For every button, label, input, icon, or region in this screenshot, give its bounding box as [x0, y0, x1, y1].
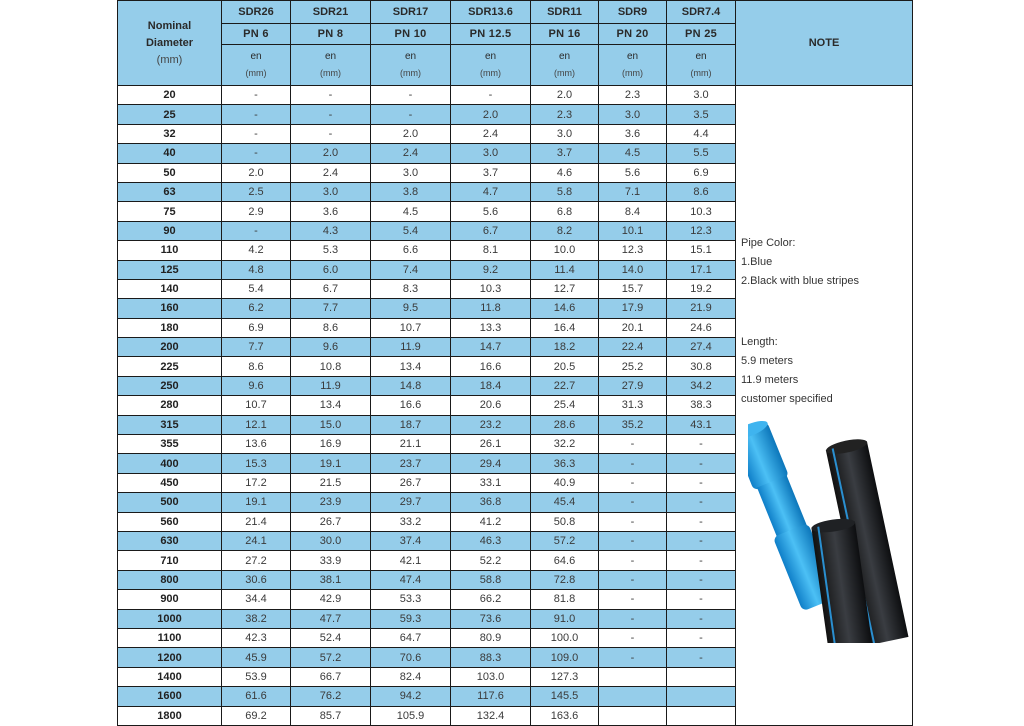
- wall-thickness-cell: [667, 667, 736, 686]
- wall-thickness-cell: 2.0: [222, 163, 291, 182]
- wall-thickness-cell: 76.2: [291, 687, 371, 706]
- wall-thickness-cell: -: [222, 221, 291, 240]
- wall-thickness-cell: 2.0: [531, 86, 599, 105]
- wall-thickness-cell: 4.7: [451, 182, 531, 201]
- wall-thickness-cell: -: [451, 86, 531, 105]
- wall-thickness-cell: 3.0: [291, 182, 371, 201]
- nominal-diameter-cell: 32: [118, 124, 222, 143]
- wall-thickness-cell: -: [599, 570, 667, 589]
- nominal-diameter-cell: 1400: [118, 667, 222, 686]
- wall-thickness-cell: 132.4: [451, 706, 531, 725]
- wall-thickness-cell: 30.0: [291, 531, 371, 550]
- wall-thickness-cell: -: [599, 551, 667, 570]
- wall-thickness-cell: 21.4: [222, 512, 291, 531]
- wall-thickness-cell: 4.2: [222, 241, 291, 260]
- wall-thickness-cell: 21.5: [291, 473, 371, 492]
- wall-thickness-cell: 5.6: [599, 163, 667, 182]
- wall-thickness-cell: 14.8: [371, 376, 451, 395]
- nominal-diameter-cell: 500: [118, 493, 222, 512]
- wall-thickness-cell: 18.7: [371, 415, 451, 434]
- wall-thickness-cell: 16.4: [531, 318, 599, 337]
- wall-thickness-cell: 45.4: [531, 493, 599, 512]
- wall-thickness-cell: 28.6: [531, 415, 599, 434]
- nominal-diameter-cell: 710: [118, 551, 222, 570]
- wall-thickness-cell: 9.2: [451, 260, 531, 279]
- wall-thickness-cell: 10.3: [667, 202, 736, 221]
- wall-thickness-cell: [599, 667, 667, 686]
- wall-thickness-cell: -: [667, 628, 736, 647]
- wall-thickness-cell: 7.1: [599, 182, 667, 201]
- wall-thickness-cell: 3.7: [451, 163, 531, 182]
- wall-thickness-cell: 7.7: [222, 338, 291, 357]
- pn-header: PN 12.5: [451, 24, 531, 45]
- wall-thickness-cell: 17.9: [599, 299, 667, 318]
- wall-thickness-cell: 43.1: [667, 415, 736, 434]
- wall-thickness-cell: 2.0: [371, 124, 451, 143]
- wall-thickness-cell: -: [667, 648, 736, 667]
- nominal-diameter-cell: 125: [118, 260, 222, 279]
- wall-thickness-cell: [599, 687, 667, 706]
- wall-thickness-cell: 6.7: [291, 279, 371, 298]
- wall-thickness-cell: 14.6: [531, 299, 599, 318]
- wall-thickness-cell: 117.6: [451, 687, 531, 706]
- wall-thickness-cell: 14.0: [599, 260, 667, 279]
- wall-thickness-cell: 16.6: [371, 396, 451, 415]
- wall-thickness-cell: 23.9: [291, 493, 371, 512]
- wall-thickness-cell: 33.2: [371, 512, 451, 531]
- wall-thickness-cell: -: [599, 628, 667, 647]
- wall-thickness-cell: -: [599, 512, 667, 531]
- wall-thickness-cell: 46.3: [451, 531, 531, 550]
- wall-thickness-cell: -: [667, 590, 736, 609]
- wall-thickness-cell: 103.0: [451, 667, 531, 686]
- wall-thickness-cell: -: [599, 590, 667, 609]
- pn-header: PN 25: [667, 24, 736, 45]
- wall-thickness-cell: 27.2: [222, 551, 291, 570]
- wall-thickness-cell: 105.9: [371, 706, 451, 725]
- wall-thickness-cell: 10.0: [531, 241, 599, 260]
- wall-thickness-cell: 4.6: [531, 163, 599, 182]
- wall-thickness-cell: 3.6: [599, 124, 667, 143]
- wall-thickness-cell: -: [599, 473, 667, 492]
- wall-thickness-cell: 10.7: [371, 318, 451, 337]
- wall-thickness-cell: -: [667, 454, 736, 473]
- wall-thickness-cell: 3.5: [667, 105, 736, 124]
- nominal-diameter-cell: 630: [118, 531, 222, 550]
- wall-thickness-cell: 85.7: [291, 706, 371, 725]
- wall-thickness-cell: 5.5: [667, 144, 736, 163]
- nominal-diameter-cell: 50: [118, 163, 222, 182]
- wall-thickness-cell: -: [599, 493, 667, 512]
- wall-thickness-cell: 3.0: [599, 105, 667, 124]
- wall-thickness-cell: 2.3: [599, 86, 667, 105]
- wall-thickness-cell: -: [599, 609, 667, 628]
- wall-thickness-cell: 91.0: [531, 609, 599, 628]
- wall-thickness-cell: 42.1: [371, 551, 451, 570]
- sdr-header: SDR13.6: [451, 1, 531, 24]
- wall-thickness-cell: 4.4: [667, 124, 736, 143]
- wall-thickness-cell: 6.6: [371, 241, 451, 260]
- wall-thickness-cell: 64.7: [371, 628, 451, 647]
- wall-thickness-cell: 10.7: [222, 396, 291, 415]
- wall-thickness-cell: 30.8: [667, 357, 736, 376]
- wall-thickness-cell: 109.0: [531, 648, 599, 667]
- wall-thickness-cell: 5.4: [371, 221, 451, 240]
- table-row: [118, 86, 913, 105]
- wall-thickness-cell: 57.2: [291, 648, 371, 667]
- wall-thickness-cell: 4.5: [599, 144, 667, 163]
- wall-thickness-cell: 2.4: [371, 144, 451, 163]
- wall-thickness-cell: 11.4: [531, 260, 599, 279]
- wall-thickness-cell: 18.2: [531, 338, 599, 357]
- wall-thickness-cell: 6.9: [222, 318, 291, 337]
- wall-thickness-cell: 19.1: [222, 493, 291, 512]
- wall-thickness-cell: 9.6: [291, 338, 371, 357]
- wall-thickness-cell: -: [667, 473, 736, 492]
- wall-thickness-cell: 27.9: [599, 376, 667, 395]
- sdr-header: SDR21: [291, 1, 371, 24]
- nominal-diameter-cell: 40: [118, 144, 222, 163]
- wall-thickness-cell: 11.9: [291, 376, 371, 395]
- wall-thickness-cell: 2.0: [291, 144, 371, 163]
- wall-thickness-cell: 5.6: [451, 202, 531, 221]
- wall-thickness-cell: 64.6: [531, 551, 599, 570]
- en-unit-header: en (mm): [222, 45, 291, 86]
- wall-thickness-cell: 9.6: [222, 376, 291, 395]
- length-note: Length: 5.9 meters 11.9 meters customer specified: [741, 336, 833, 405]
- nominal-diameter-cell: 1000: [118, 609, 222, 628]
- wall-thickness-cell: 18.4: [451, 376, 531, 395]
- wall-thickness-cell: 15.7: [599, 279, 667, 298]
- en-unit-header: en (mm): [531, 45, 599, 86]
- wall-thickness-cell: -: [222, 144, 291, 163]
- wall-thickness-cell: 4.3: [291, 221, 371, 240]
- wall-thickness-cell: 20.1: [599, 318, 667, 337]
- wall-thickness-cell: 35.2: [599, 415, 667, 434]
- wall-thickness-cell: 22.7: [531, 376, 599, 395]
- nominal-diameter-cell: 450: [118, 473, 222, 492]
- wall-thickness-cell: 3.0: [451, 144, 531, 163]
- note-cell: [736, 86, 913, 726]
- wall-thickness-cell: 47.4: [371, 570, 451, 589]
- wall-thickness-cell: 14.7: [451, 338, 531, 357]
- wall-thickness-cell: -: [371, 86, 451, 105]
- wall-thickness-cell: 19.2: [667, 279, 736, 298]
- wall-thickness-cell: 9.5: [371, 299, 451, 318]
- wall-thickness-cell: 5.4: [222, 279, 291, 298]
- nominal-diameter-cell: 75: [118, 202, 222, 221]
- wall-thickness-cell: 29.4: [451, 454, 531, 473]
- wall-thickness-cell: 53.3: [371, 590, 451, 609]
- wall-thickness-cell: 33.1: [451, 473, 531, 492]
- wall-thickness-cell: -: [599, 648, 667, 667]
- wall-thickness-cell: [667, 687, 736, 706]
- wall-thickness-cell: 7.4: [371, 260, 451, 279]
- wall-thickness-cell: 20.6: [451, 396, 531, 415]
- wall-thickness-cell: -: [667, 435, 736, 454]
- nominal-diameter-cell: 225: [118, 357, 222, 376]
- wall-thickness-cell: 3.7: [531, 144, 599, 163]
- pn-header: PN 10: [371, 24, 451, 45]
- wall-thickness-cell: 12.3: [599, 241, 667, 260]
- wall-thickness-cell: 81.8: [531, 590, 599, 609]
- wall-thickness-cell: -: [291, 86, 371, 105]
- nominal-diameter-header: Nominal Diameter (mm): [118, 1, 222, 86]
- wall-thickness-cell: 26.7: [371, 473, 451, 492]
- nominal-diameter-cell: 140: [118, 279, 222, 298]
- wall-thickness-cell: 4.8: [222, 260, 291, 279]
- wall-thickness-cell: 6.8: [531, 202, 599, 221]
- wall-thickness-cell: -: [222, 105, 291, 124]
- en-unit-header: en (mm): [291, 45, 371, 86]
- wall-thickness-cell: 3.0: [531, 124, 599, 143]
- nominal-diameter-cell: 560: [118, 512, 222, 531]
- wall-thickness-cell: -: [222, 86, 291, 105]
- pipe-illustration-icon: [748, 413, 913, 643]
- wall-thickness-cell: -: [371, 105, 451, 124]
- wall-thickness-cell: 24.6: [667, 318, 736, 337]
- wall-thickness-cell: 3.6: [291, 202, 371, 221]
- wall-thickness-cell: 58.8: [451, 570, 531, 589]
- wall-thickness-cell: -: [667, 512, 736, 531]
- nominal-diameter-cell: 900: [118, 590, 222, 609]
- wall-thickness-cell: 72.8: [531, 570, 599, 589]
- sdr-header: SDR26: [222, 1, 291, 24]
- wall-thickness-cell: 40.9: [531, 473, 599, 492]
- wall-thickness-cell: 94.2: [371, 687, 451, 706]
- wall-thickness-cell: 59.3: [371, 609, 451, 628]
- wall-thickness-cell: -: [599, 454, 667, 473]
- wall-thickness-cell: 7.7: [291, 299, 371, 318]
- wall-thickness-cell: 66.7: [291, 667, 371, 686]
- wall-thickness-cell: 8.6: [291, 318, 371, 337]
- wall-thickness-cell: 16.9: [291, 435, 371, 454]
- wall-thickness-cell: 2.4: [451, 124, 531, 143]
- wall-thickness-cell: 8.3: [371, 279, 451, 298]
- nominal-diameter-cell: 110: [118, 241, 222, 260]
- wall-thickness-cell: 29.7: [371, 493, 451, 512]
- en-unit-header: en (mm): [599, 45, 667, 86]
- wall-thickness-cell: -: [667, 609, 736, 628]
- nominal-diameter-cell: 315: [118, 415, 222, 434]
- nominal-diameter-cell: 1200: [118, 648, 222, 667]
- sdr-header: SDR9: [599, 1, 667, 24]
- wall-thickness-cell: 4.5: [371, 202, 451, 221]
- wall-thickness-cell: -: [291, 105, 371, 124]
- wall-thickness-cell: -: [667, 531, 736, 550]
- sdr-header: SDR17: [371, 1, 451, 24]
- wall-thickness-cell: 21.9: [667, 299, 736, 318]
- en-unit-header: en (mm): [451, 45, 531, 86]
- wall-thickness-cell: 6.0: [291, 260, 371, 279]
- wall-thickness-cell: 25.2: [599, 357, 667, 376]
- wall-thickness-cell: 38.2: [222, 609, 291, 628]
- nominal-diameter-cell: 800: [118, 570, 222, 589]
- nominal-diameter-cell: 25: [118, 105, 222, 124]
- wall-thickness-cell: 36.3: [531, 454, 599, 473]
- wall-thickness-cell: 45.9: [222, 648, 291, 667]
- wall-thickness-cell: -: [291, 124, 371, 143]
- wall-thickness-cell: 47.7: [291, 609, 371, 628]
- wall-thickness-cell: 42.3: [222, 628, 291, 647]
- wall-thickness-cell: 2.4: [291, 163, 371, 182]
- wall-thickness-cell: 12.7: [531, 279, 599, 298]
- wall-thickness-cell: 8.6: [667, 182, 736, 201]
- wall-thickness-cell: 11.8: [451, 299, 531, 318]
- wall-thickness-cell: 82.4: [371, 667, 451, 686]
- en-unit-header: en (mm): [667, 45, 736, 86]
- wall-thickness-cell: 22.4: [599, 338, 667, 357]
- nominal-diameter-cell: 160: [118, 299, 222, 318]
- wall-thickness-cell: 69.2: [222, 706, 291, 725]
- pn-header: PN 8: [291, 24, 371, 45]
- wall-thickness-cell: 8.6: [222, 357, 291, 376]
- wall-thickness-cell: 2.9: [222, 202, 291, 221]
- wall-thickness-cell: 34.2: [667, 376, 736, 395]
- wall-thickness-cell: -: [599, 531, 667, 550]
- wall-thickness-cell: 21.1: [371, 435, 451, 454]
- wall-thickness-cell: 127.3: [531, 667, 599, 686]
- nominal-diameter-cell: 400: [118, 454, 222, 473]
- wall-thickness-cell: 3.0: [371, 163, 451, 182]
- wall-thickness-cell: 53.9: [222, 667, 291, 686]
- wall-thickness-cell: 50.8: [531, 512, 599, 531]
- wall-thickness-cell: 3.0: [667, 86, 736, 105]
- wall-thickness-cell: 100.0: [531, 628, 599, 647]
- wall-thickness-cell: 6.2: [222, 299, 291, 318]
- nominal-diameter-cell: 90: [118, 221, 222, 240]
- wall-thickness-cell: 13.4: [291, 396, 371, 415]
- nominal-diameter-cell: 180: [118, 318, 222, 337]
- wall-thickness-cell: 2.3: [531, 105, 599, 124]
- wall-thickness-cell: 13.4: [371, 357, 451, 376]
- nominal-diameter-cell: 63: [118, 182, 222, 201]
- wall-thickness-cell: 13.6: [222, 435, 291, 454]
- wall-thickness-cell: 11.9: [371, 338, 451, 357]
- wall-thickness-cell: 15.1: [667, 241, 736, 260]
- wall-thickness-cell: 80.9: [451, 628, 531, 647]
- wall-thickness-cell: 26.1: [451, 435, 531, 454]
- wall-thickness-cell: 8.2: [531, 221, 599, 240]
- wall-thickness-cell: 8.4: [599, 202, 667, 221]
- note-content: [738, 86, 910, 725]
- wall-thickness-cell: 6.7: [451, 221, 531, 240]
- nominal-diameter-cell: 1800: [118, 706, 222, 725]
- wall-thickness-cell: [667, 706, 736, 725]
- wall-thickness-cell: [599, 706, 667, 725]
- wall-thickness-cell: 8.1: [451, 241, 531, 260]
- wall-thickness-cell: 24.1: [222, 531, 291, 550]
- nominal-diameter-cell: 280: [118, 396, 222, 415]
- sdr-header: SDR11: [531, 1, 599, 24]
- wall-thickness-cell: 32.2: [531, 435, 599, 454]
- sdr-header: SDR7.4: [667, 1, 736, 24]
- wall-thickness-cell: 10.8: [291, 357, 371, 376]
- wall-thickness-cell: 12.3: [667, 221, 736, 240]
- wall-thickness-cell: 27.4: [667, 338, 736, 357]
- wall-thickness-cell: 17.1: [667, 260, 736, 279]
- wall-thickness-cell: 88.3: [451, 648, 531, 667]
- pe-pipe-spec-table: [117, 0, 913, 726]
- wall-thickness-cell: -: [222, 124, 291, 143]
- wall-thickness-cell: 26.7: [291, 512, 371, 531]
- wall-thickness-cell: 57.2: [531, 531, 599, 550]
- wall-thickness-cell: 10.3: [451, 279, 531, 298]
- wall-thickness-cell: 12.1: [222, 415, 291, 434]
- wall-thickness-cell: 70.6: [371, 648, 451, 667]
- wall-thickness-cell: 30.6: [222, 570, 291, 589]
- wall-thickness-cell: 66.2: [451, 590, 531, 609]
- wall-thickness-cell: 20.5: [531, 357, 599, 376]
- wall-thickness-cell: 16.6: [451, 357, 531, 376]
- note-header: NOTE: [736, 1, 913, 86]
- wall-thickness-cell: 15.3: [222, 454, 291, 473]
- wall-thickness-cell: 73.6: [451, 609, 531, 628]
- wall-thickness-cell: 52.2: [451, 551, 531, 570]
- wall-thickness-cell: 145.5: [531, 687, 599, 706]
- wall-thickness-cell: 37.4: [371, 531, 451, 550]
- nominal-diameter-cell: 20: [118, 86, 222, 105]
- wall-thickness-cell: 23.2: [451, 415, 531, 434]
- wall-thickness-cell: -: [667, 493, 736, 512]
- pn-header: PN 6: [222, 24, 291, 45]
- en-unit-header: en (mm): [371, 45, 451, 86]
- pipe-color-note: Pipe Color: 1.Blue 2.Black with blue stripes: [741, 237, 859, 287]
- nominal-diameter-cell: 1100: [118, 628, 222, 647]
- wall-thickness-cell: 25.4: [531, 396, 599, 415]
- wall-thickness-cell: 42.9: [291, 590, 371, 609]
- pn-header: PN 20: [599, 24, 667, 45]
- wall-thickness-cell: 2.0: [451, 105, 531, 124]
- wall-thickness-cell: 10.1: [599, 221, 667, 240]
- wall-thickness-cell: 61.6: [222, 687, 291, 706]
- nominal-diameter-cell: 250: [118, 376, 222, 395]
- wall-thickness-cell: 41.2: [451, 512, 531, 531]
- wall-thickness-cell: 2.5: [222, 182, 291, 201]
- wall-thickness-cell: 17.2: [222, 473, 291, 492]
- wall-thickness-cell: 34.4: [222, 590, 291, 609]
- wall-thickness-cell: 19.1: [291, 454, 371, 473]
- pn-header: PN 16: [531, 24, 599, 45]
- wall-thickness-cell: 13.3: [451, 318, 531, 337]
- wall-thickness-cell: -: [599, 435, 667, 454]
- wall-thickness-cell: 52.4: [291, 628, 371, 647]
- wall-thickness-cell: 15.0: [291, 415, 371, 434]
- wall-thickness-cell: 163.6: [531, 706, 599, 725]
- wall-thickness-cell: 23.7: [371, 454, 451, 473]
- wall-thickness-cell: 33.9: [291, 551, 371, 570]
- nominal-diameter-cell: 355: [118, 435, 222, 454]
- wall-thickness-cell: 6.9: [667, 163, 736, 182]
- nominal-diameter-cell: 200: [118, 338, 222, 357]
- wall-thickness-cell: 38.3: [667, 396, 736, 415]
- wall-thickness-cell: 38.1: [291, 570, 371, 589]
- wall-thickness-cell: 3.8: [371, 182, 451, 201]
- wall-thickness-cell: 5.3: [291, 241, 371, 260]
- wall-thickness-cell: 36.8: [451, 493, 531, 512]
- nominal-diameter-cell: 1600: [118, 687, 222, 706]
- wall-thickness-cell: 5.8: [531, 182, 599, 201]
- wall-thickness-cell: -: [667, 570, 736, 589]
- wall-thickness-cell: 31.3: [599, 396, 667, 415]
- wall-thickness-cell: -: [667, 551, 736, 570]
